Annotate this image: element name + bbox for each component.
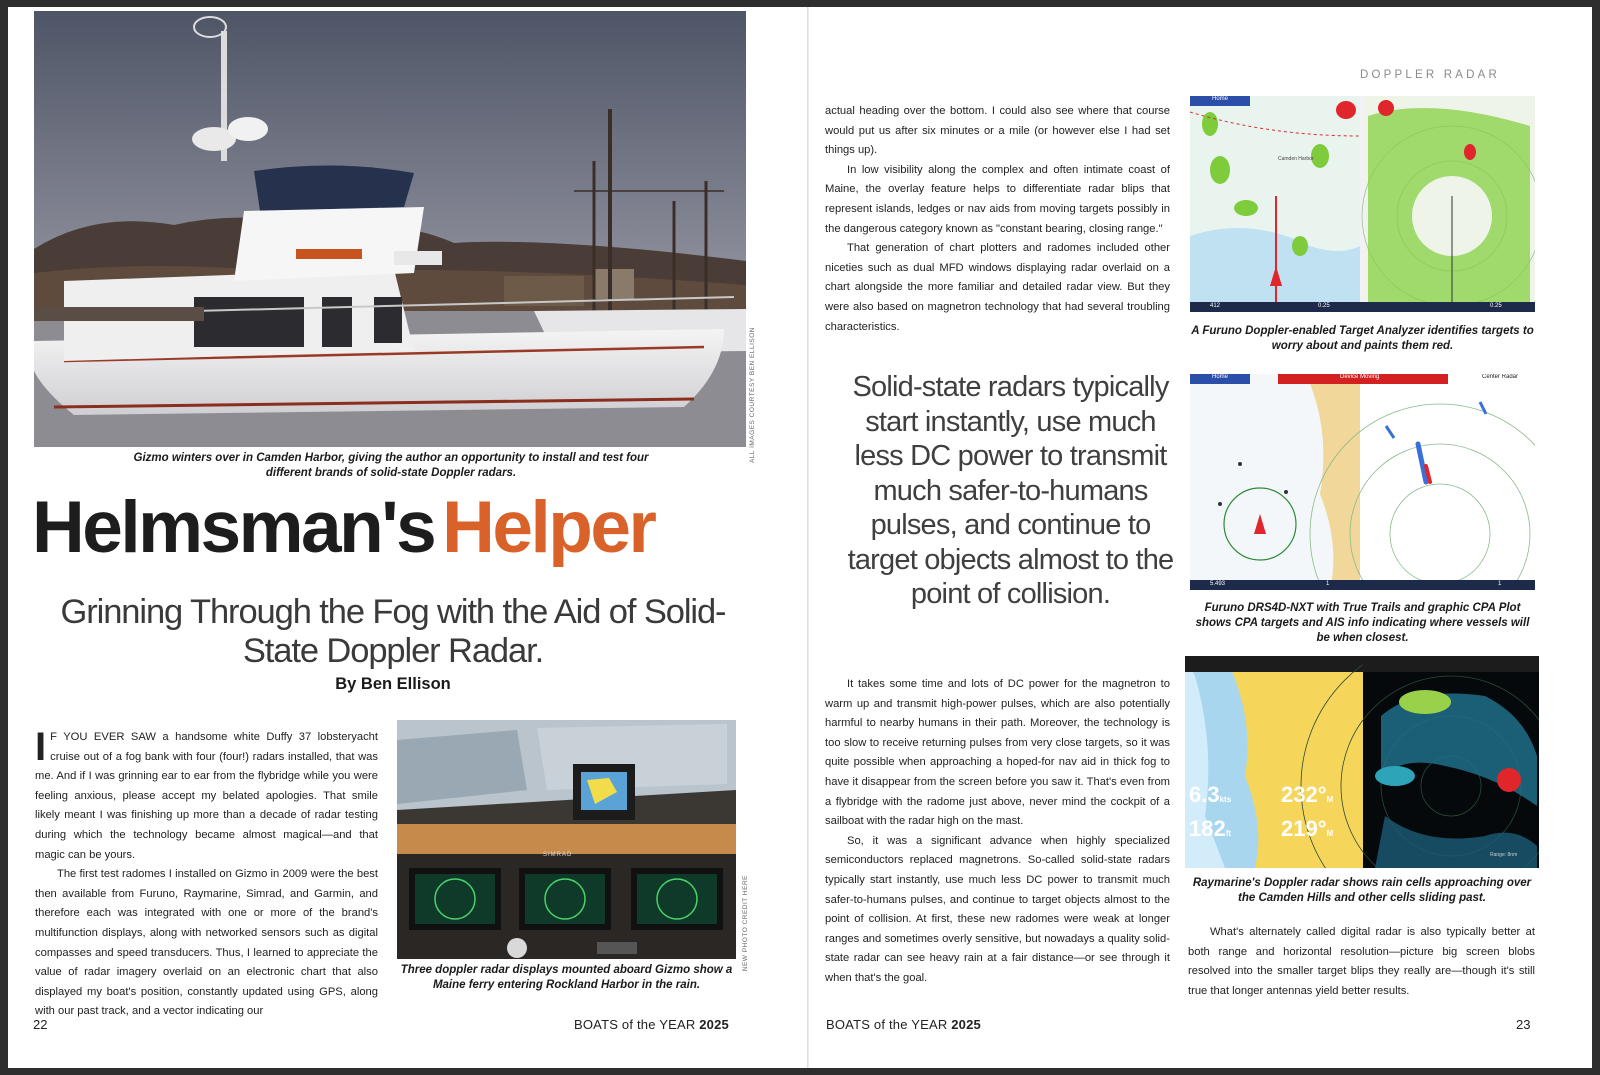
body-paragraph-4: In low visibility along the complex and often intimate coast of Maine, the overlay feature helps to differentiate radar blips that represent islands, ledges or nav aids from moving targets possibly in the dangerous category known as "constant bearing, closing range." xyxy=(825,163,1170,235)
running-head: DOPPLER RADAR xyxy=(1360,69,1501,81)
right-footer-publication: BOATS of the YEAR 2025 xyxy=(826,1017,981,1032)
screen2-range-left: 5.493 xyxy=(1210,581,1226,587)
radar-screen-cpa-plot xyxy=(1190,374,1535,590)
headline xyxy=(32,487,752,569)
deck-subtitle: Grinning Through the Fog with the Aid of Solid-State Doppler Radar. xyxy=(60,593,726,670)
screen3-speed: 6.3kts xyxy=(1189,782,1232,807)
screen3-depth: 182ft xyxy=(1189,816,1232,841)
byline: By Ben Ellison xyxy=(335,675,451,693)
magazine-spread xyxy=(8,7,1592,1068)
screen2-caption: Furuno DRS4D-NXT with True Trails and graphic CPA Plot shows CPA targets and AIS info indicating where vessels will be when closest. xyxy=(1195,602,1530,644)
screen2-range-mid: 1 xyxy=(1326,581,1330,587)
screen2-range-right: 1 xyxy=(1498,581,1502,587)
radar-screen-target-analyzer xyxy=(1190,96,1535,312)
target-analyzer-display xyxy=(1190,96,1535,312)
screen2-home-label: Home xyxy=(1212,374,1229,380)
body-paragraph-5: That generation of chart plotters and radomes included other niceties such as dual MFD windows displaying radar overlaid on a chart alongside the more familiar and detailed radar view. But they were also based on magnetron technology that had several troubling characteristics. xyxy=(825,242,1170,333)
boat-photo-illustration xyxy=(34,11,746,447)
screen1-range-left: 412 xyxy=(1210,303,1221,309)
body-paragraph-6: It takes some time and lots of DC power for the magnetron to warm up and transmit high-power pulses, which are also potentially harmful to nearby humans in their path. Moreover, the technology is too slow to receive returning pulses from very close targets, so it was quite possible when approaching a hoped-for nav aid in thick fog to have it disappear from the screen before you saw it. That's even from a flybridge with the radome just above, never mind the cockpit of a sailboat with the radar high on the mast. xyxy=(825,678,1170,828)
screen2-banner: Device Moving xyxy=(1340,374,1380,380)
headline-part-1: Helmsman's xyxy=(32,487,435,568)
screen2-center-label: Center Radar xyxy=(1482,374,1519,380)
photo-credit: ALL IMAGES COURTESY BEN ELLISON xyxy=(749,327,756,464)
right-body-column-top xyxy=(825,102,1170,337)
screen1-caption: A Furuno Doppler-enabled Target Analyzer identifies targets to worry about and paints them red. xyxy=(1191,325,1534,352)
left-footer-publication: BOATS of the YEAR 2025 xyxy=(574,1017,729,1032)
body-paragraph-2: The first test radomes I installed on Gizmo in 2009 were the best then available from Furuno, Raymarine, Simrad, and Garmin, and therefore each was integrated with one or more of the brand's multifunction displays, along with networked sensors such as digital compasses and speed transducers. Thus, I learned to appreciate the value of radar imagery overlaid on an electronic chart that also displayed my boat's position, constantly updated using GPS, along with our past track, and a vector indicating our xyxy=(35,868,378,1018)
screen3-range: Range: 8nm xyxy=(1490,852,1518,858)
right-body-column-2 xyxy=(1188,923,1535,1001)
left-page-number: 22 xyxy=(33,1017,48,1032)
screen3-heading: 232°M xyxy=(1281,782,1334,807)
body-paragraph-8: What's alternately called digital radar is also typically better at both range and horizontal resolution—picture big screen blobs resolved into the smaller target blips they really are—though it's still true that longer antennas yield better results. xyxy=(1188,926,1535,997)
helm-photo-credit: NEW PHOTO CREDIT HERE xyxy=(742,875,749,972)
raymarine-display xyxy=(1185,656,1539,868)
screen1-range-right: 0.25 xyxy=(1490,303,1502,309)
helm-brand-label: SIMRAD xyxy=(543,852,573,858)
cpa-plot-display xyxy=(1190,374,1535,590)
body-paragraph-3: actual heading over the bottom. I could also see where that course would put us after six minutes or a mile (or however else I had set things up). xyxy=(825,105,1170,157)
screen1-range-mid: 0.25 xyxy=(1318,303,1330,309)
helm-photo-illustration xyxy=(397,720,736,959)
body-paragraph-1: I F YOU EVER SAW a handsome white Duffy 37 lobsteryacht cruise out of a fog bank with four (four!) radars installed, that was me. And if I was grinning ear to ear from the flybridge while you were feeling anxious, please accept my belated apologies. That smile likely meant I was finishing up more than a decade of radar testing during which the technology became almost magical—and that magic can be yours. xyxy=(35,725,378,861)
page-gutter xyxy=(807,7,809,1068)
helm-photo-caption: Three doppler radar displays mounted aboard Gizmo show a Maine ferry entering Rockland Harbor in the rain. xyxy=(400,964,733,991)
boat-photo xyxy=(34,11,746,447)
boat-photo-caption: Gizmo winters over in Camden Harbor, giving the author an opportunity to install and test four different brands of solid-state Doppler radars. xyxy=(133,452,649,479)
headline-part-2: Helper xyxy=(442,487,655,568)
screen1-home-label: Home xyxy=(1212,96,1229,102)
body-paragraph-7: So, it was a significant advance when highly specialized semiconductors replaced magnetrons. So-called solid-state radars typically start instantly, use much less DC power to transmit much safer-to-humans pulses, and continue to target objects almost to the point of collision. At first, these new radomes were weak at longer ranges and sometimes overly sensitive, but nowadays a quality solid-state radar can see heavy rain at a fair distance—or see through it when that's the goal. xyxy=(825,834,1170,984)
right-page-number: 23 xyxy=(1516,1017,1531,1032)
left-body-column xyxy=(35,725,378,1022)
screen3-caption: Raymarine's Doppler radar shows rain cells approaching over the Camden Hills and other cells sliding past. xyxy=(1192,877,1532,904)
screen3-cog: 219°M xyxy=(1281,816,1334,841)
radar-screen-raymarine xyxy=(1185,656,1539,868)
right-body-column-bottom xyxy=(825,675,1170,989)
drop-cap: I xyxy=(35,725,47,769)
pull-quote: Solid-state radars typically start instantly, use much less DC power to transmit much safer-to-humans pulses, and continue to target objects almost to the point of collision. xyxy=(847,371,1174,610)
helm-photo xyxy=(397,720,736,959)
screen1-chart-label: Camden Harbor xyxy=(1278,156,1314,162)
